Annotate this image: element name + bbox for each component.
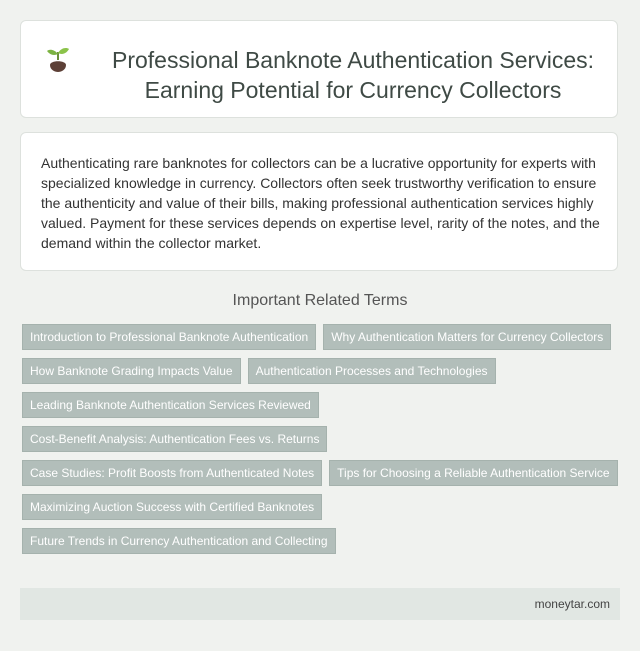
intro-paragraph: Authenticating rare banknotes for collectors can be a lucrative opportunity for experts with specialized knowledge in currency. Collectors often seek trustworthy verification to ensure the authenticity and value of their bills, making professional authentication services highly valued. Payment for these services depends on expertise level, rarity of the notes, and the demand within the collector market. xyxy=(41,155,600,251)
intro-card xyxy=(20,132,618,271)
related-term-tag[interactable]: Why Authentication Matters for Currency Collectors xyxy=(323,324,611,350)
related-term-tag[interactable]: How Banknote Grading Impacts Value xyxy=(22,358,241,384)
related-term-tag[interactable]: Cost-Benefit Analysis: Authentication Fees vs. Returns xyxy=(22,426,327,452)
related-term-tag[interactable]: Maximizing Auction Success with Certified Banknotes xyxy=(22,494,322,520)
related-terms-heading: Important Related Terms xyxy=(232,292,408,309)
footer xyxy=(20,588,620,620)
footer-site-link[interactable]: moneytar.com xyxy=(534,597,610,611)
header-card xyxy=(20,20,618,118)
related-term-tag[interactable]: Introduction to Professional Banknote Authentication xyxy=(22,324,316,350)
related-terms-list xyxy=(22,324,622,554)
related-term-tag[interactable]: Future Trends in Currency Authentication and Collecting xyxy=(22,528,336,554)
seedling-icon xyxy=(45,45,71,73)
page-title: Professional Banknote Authentication Services: Earning Potential for Currency Collectors xyxy=(111,47,594,103)
related-term-tag[interactable]: Case Studies: Profit Boosts from Authenticated Notes xyxy=(22,460,322,486)
related-term-tag[interactable]: Authentication Processes and Technologies xyxy=(248,358,496,384)
related-term-tag[interactable]: Leading Banknote Authentication Services Reviewed xyxy=(22,392,319,418)
related-term-tag[interactable]: Tips for Choosing a Reliable Authentication Service xyxy=(329,460,617,486)
